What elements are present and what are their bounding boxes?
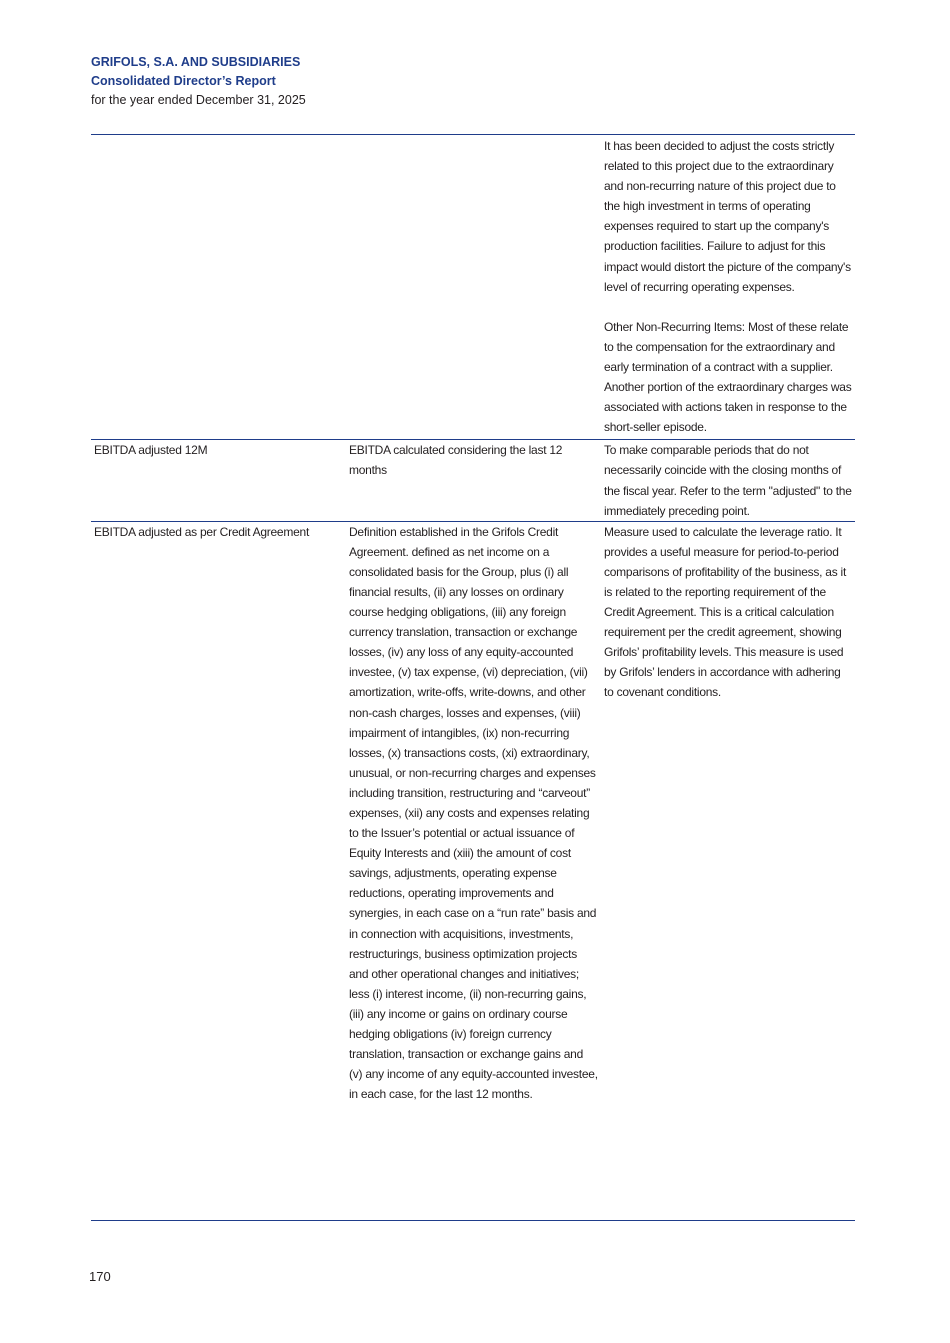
table-row bbox=[91, 439, 855, 520]
table-top-rule bbox=[91, 134, 855, 135]
purpose-paragraph: Other Non-Recurring Items: Most of these relate to the compensation for the extraordinary and early termination of a contract with a supplier. Another portion of the extraordinary charges was associated with actions taken in response to the short-seller episode. bbox=[604, 319, 852, 435]
report-period: for the year ended December 31, 2025 bbox=[91, 93, 306, 107]
purpose-paragraph: To make comparable periods that do not necessarily coincide with the closing months of the fiscal year. Refer to the term "adjusted" to the immediately preceding point. bbox=[604, 443, 852, 518]
table-row bbox=[91, 136, 855, 439]
measure-cell: EBITDA adjusted 12M bbox=[94, 443, 208, 458]
measure-cell bbox=[91, 136, 346, 439]
purpose-cell bbox=[601, 440, 855, 520]
page-number: 170 bbox=[89, 1269, 111, 1284]
purpose-cell bbox=[601, 136, 855, 439]
table-row bbox=[91, 521, 855, 1105]
definition-cell bbox=[346, 136, 601, 439]
definition-cell: Definition established in the Grifols Credit Agreement. defined as net income on a consolidated basis for the Group, plus (i) all financial results, (ii) any losses on ordinary course hedging obligations, (iii) any foreign currency translation, transaction or exchange losses, (iv) any loss of any equity-accounted investee, (v) tax expense, (vi) depreciation, (vii) amortization, write-offs, write-downs, and other non-cash charges, losses and expenses, (viii) impairment of intangibles, (ix) non-recurring losses, (x) transactions costs, (xi) extraordinary, unusual, or non-recurring charges and expenses including transition, restructuring and “carveout” expenses, (xii) any costs and expenses relating to the Issuer’s potential or actual issuance of Equity Interests and (xiii) the amount of cost savings, adjustments, operating expense reductions, operating improvements and synergies, in each case on a “run rate” basis and in connection with acquisitions, investments, restructurings, business optimization projects and other operational changes and initiatives; less (i) interest income, (ii) non-recurring gains, (iii) any income or gains on ordinary course hedging obligations (iv) foreign currency translation, transaction or exchange gains and (v) any income of any equity-accounted investee, in each case, for the last 12 months. bbox=[349, 524, 598, 1102]
purpose-paragraph: It has been decided to adjust the costs strictly related to this project due to the extraordinary and non-recurring nature of this project due to the high investment in terms of operating expenses required to start up the company's production facilities. Failure to adjust for this impact would distort the picture of the company's level of recurring operating expenses. bbox=[604, 139, 851, 294]
purpose-paragraph: Measure used to calculate the leverage ratio. It provides a useful measure for period-to-period comparisons of profitability of the business, as it is related to the reporting requirement of the Credit Agreement. This is a critical calculation requirement per the credit agreement, showing Grifols’ profitability levels. This measure is used by Grifols’ lenders in accordance with adhering to covenant conditions. bbox=[604, 524, 847, 700]
measures-table bbox=[91, 136, 855, 1104]
report-title: Consolidated Director’s Report bbox=[91, 74, 276, 88]
page-header bbox=[91, 53, 306, 109]
measure-cell: EBITDA adjusted as per Credit Agreement bbox=[94, 524, 310, 539]
company-name: GRIFOLS, S.A. AND SUBSIDIARIES bbox=[91, 55, 301, 69]
table-bottom-rule bbox=[91, 1220, 855, 1221]
purpose-cell bbox=[601, 522, 855, 1105]
definition-cell: EBITDA calculated considering the last 12 months bbox=[349, 443, 563, 478]
